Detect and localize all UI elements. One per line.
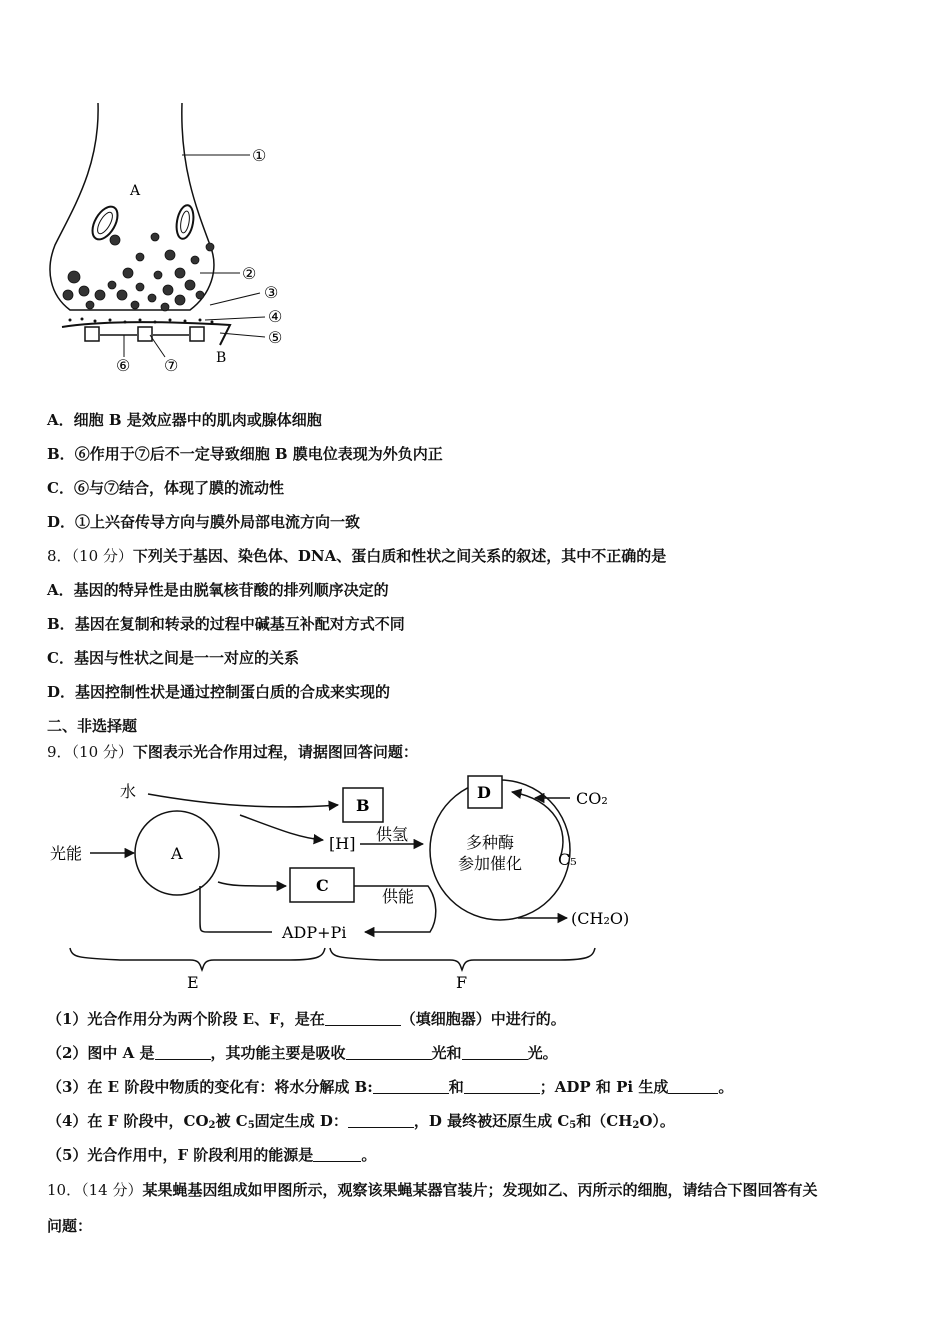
sub-text: （2）图中 A 是 bbox=[47, 1044, 155, 1062]
option-text: 基因控制性状是通过控制蛋白质的合成来实现的 bbox=[75, 683, 391, 701]
subscript: 5 bbox=[247, 1120, 255, 1131]
option-letter: C． bbox=[47, 649, 74, 667]
co2-label: CO₂ bbox=[576, 789, 608, 808]
q8-option-d bbox=[47, 682, 390, 702]
subscript: 5 bbox=[569, 1120, 577, 1131]
option-letter: D． bbox=[47, 513, 76, 531]
q8-option-a bbox=[47, 580, 389, 600]
question-text: 下列关于基因、染色体、DNA、蛋白质和性状之间关系的叙述，其中不正确的是 bbox=[132, 547, 667, 565]
answer-blank[interactable] bbox=[346, 1045, 432, 1060]
adp-loop-left bbox=[200, 886, 272, 932]
circle-a-label: A bbox=[171, 844, 183, 863]
sub-text: 被 C bbox=[215, 1112, 248, 1130]
sub-text: ；ADP 和 Pi 生成 bbox=[539, 1078, 669, 1096]
brace-f bbox=[330, 948, 595, 970]
c-arrow bbox=[218, 882, 286, 886]
sub-text: 。 bbox=[361, 1146, 377, 1164]
enzyme-line2: 参加催化 bbox=[458, 854, 523, 873]
q7-option-d bbox=[47, 512, 360, 532]
option-text: ①上兴奋传导方向与膜外局部电流方向一致 bbox=[75, 513, 361, 531]
enzyme-line1: 多种酶 bbox=[466, 833, 515, 852]
brace-e-label: E bbox=[187, 973, 199, 992]
option-text: ⑥与⑦结合，体现了膜的流动性 bbox=[73, 479, 284, 497]
question-score: （14 分） bbox=[81, 1181, 143, 1199]
h-label: [H] bbox=[329, 834, 356, 853]
water-label: 水 bbox=[120, 782, 137, 801]
option-letter: A． bbox=[47, 581, 74, 599]
answer-blank[interactable] bbox=[348, 1113, 414, 1128]
q7-option-b bbox=[47, 444, 443, 464]
sub-text: （4）在 F 阶段中，CO bbox=[47, 1112, 209, 1130]
box-c-label: C bbox=[316, 876, 329, 895]
option-text: 基因在复制和转录的过程中碱基互补配对方式不同 bbox=[74, 615, 405, 633]
option-text: ⑥作用于⑦后不一定导致细胞 B 膜电位表现为外负内正 bbox=[74, 445, 443, 463]
sub-text: （1）光合作用分为两个阶段 E、F，是在 bbox=[47, 1010, 325, 1028]
option-text: 细胞 B 是效应器中的肌肉或腺体细胞 bbox=[73, 411, 322, 429]
sub-text: 和 bbox=[448, 1078, 464, 1096]
supply-energy-label: 供能 bbox=[382, 887, 415, 906]
marker-6: ⑥ bbox=[116, 356, 131, 375]
synapse-label-b: B bbox=[216, 350, 227, 366]
brace-e bbox=[70, 948, 325, 970]
q7-option-a bbox=[47, 410, 322, 430]
option-letter: C． bbox=[47, 479, 74, 497]
question-score: （10 分） bbox=[71, 743, 133, 761]
q9-sub2 bbox=[47, 1043, 558, 1063]
answer-blank[interactable] bbox=[462, 1045, 528, 1060]
synapse-figure bbox=[40, 95, 300, 385]
light-label: 光能 bbox=[50, 844, 83, 863]
q9-sub4 bbox=[47, 1111, 675, 1136]
marker-7: ⑦ bbox=[164, 356, 179, 375]
q8-option-c bbox=[47, 648, 299, 668]
option-text: 基因与性状之间是一一对应的关系 bbox=[73, 649, 299, 667]
marker-2: ② bbox=[242, 264, 257, 283]
answer-blank[interactable] bbox=[155, 1045, 211, 1060]
question-number: 9． bbox=[47, 743, 72, 761]
sub-text: 。 bbox=[718, 1078, 734, 1096]
section-title: 二、非选择题 bbox=[47, 717, 138, 735]
option-letter: D． bbox=[47, 683, 76, 701]
q9-sub5 bbox=[47, 1145, 376, 1165]
q10-stem-cont: 问题： bbox=[47, 1217, 93, 1235]
marker-1: ① bbox=[252, 146, 267, 165]
receptors bbox=[85, 327, 204, 341]
answer-blank[interactable] bbox=[325, 1011, 401, 1026]
sub-text: （5）光合作用中，F 阶段利用的能源是 bbox=[47, 1146, 314, 1164]
answer-blank[interactable] bbox=[668, 1079, 718, 1094]
question-number: 10． bbox=[47, 1181, 82, 1199]
question-text: 下图表示光合作用过程，请据图回答问题： bbox=[132, 743, 418, 761]
brace-f-label: F bbox=[456, 973, 468, 992]
water-arrow bbox=[148, 794, 338, 807]
option-letter: B． bbox=[47, 445, 75, 463]
sub-text: （3）在 E 阶段中物质的变化有：将水分解成 B: bbox=[47, 1078, 373, 1096]
q8-option-b bbox=[47, 614, 405, 634]
sub-text: 光。 bbox=[527, 1044, 558, 1062]
question-number: 8． bbox=[47, 547, 72, 565]
q8-stem bbox=[47, 546, 666, 566]
cycle-arrow-top bbox=[512, 792, 563, 858]
marker-5: ⑤ bbox=[268, 328, 283, 347]
sub-text: （填细胞器）中进行的。 bbox=[400, 1010, 566, 1028]
question-text: 某果蝇基因组成如甲图所示，观察该果蝇某器官装片；发现如乙、丙所示的细胞，请结合下图回答有关 bbox=[142, 1181, 818, 1199]
sub-text: O）。 bbox=[639, 1112, 675, 1130]
answer-blank[interactable] bbox=[313, 1147, 361, 1162]
adp-label: ADP+Pi bbox=[282, 923, 347, 942]
q7-option-c bbox=[47, 478, 284, 498]
sub-text: ，D 最终被还原生成 C bbox=[413, 1112, 570, 1130]
question-score: （10 分） bbox=[71, 547, 133, 565]
option-text: 基因的特异性是由脱氧核苷酸的排列顺序决定的 bbox=[73, 581, 389, 599]
marker-4: ④ bbox=[268, 307, 283, 326]
q9-stem bbox=[47, 742, 418, 762]
sub-text: 和（CH bbox=[576, 1112, 633, 1130]
photosynthesis-figure bbox=[40, 770, 660, 995]
synapse-label-a: A bbox=[130, 183, 141, 199]
subscript: 2 bbox=[632, 1120, 640, 1131]
sub-text: 固定生成 D： bbox=[254, 1112, 348, 1130]
water-to-h-arrow bbox=[240, 815, 323, 840]
option-letter: B． bbox=[47, 615, 75, 633]
box-b-label: B bbox=[356, 796, 370, 815]
answer-blank[interactable] bbox=[373, 1079, 449, 1094]
answer-blank[interactable] bbox=[464, 1079, 540, 1094]
sub-text: 光和 bbox=[431, 1044, 462, 1062]
supply-h-label: 供氢 bbox=[376, 825, 409, 844]
q9-sub3 bbox=[47, 1077, 733, 1097]
ch2o-label: (CH₂O) bbox=[571, 909, 630, 928]
sub-text: ，其功能主要是吸收 bbox=[210, 1044, 346, 1062]
subscript: 2 bbox=[208, 1120, 216, 1131]
box-d-label: D bbox=[477, 783, 491, 802]
marker-3: ③ bbox=[264, 283, 279, 302]
q10-stem bbox=[47, 1180, 817, 1200]
q9-sub1 bbox=[47, 1009, 566, 1029]
synaptic-vesicles bbox=[63, 233, 214, 311]
mitochondrion-right bbox=[174, 204, 196, 240]
option-letter: A． bbox=[47, 411, 74, 429]
c5-label: C₅ bbox=[558, 850, 577, 869]
